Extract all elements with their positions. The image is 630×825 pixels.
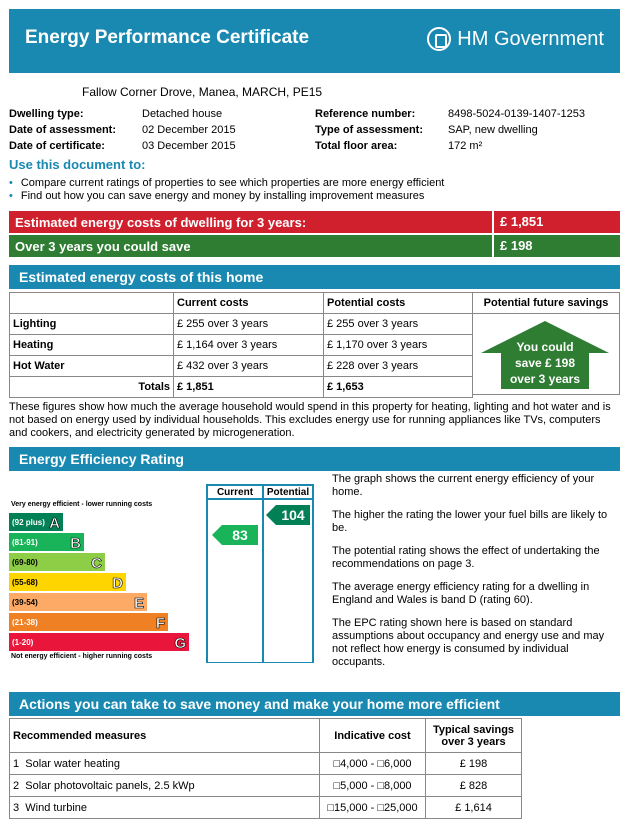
potential-total: £ 1,653	[324, 377, 473, 398]
detail-value: 03 December 2015	[142, 140, 236, 152]
indicative-cost: □4,000 - □6,000	[320, 753, 426, 775]
brand	[427, 27, 604, 51]
details-left	[9, 108, 236, 156]
potential-rating-value: 104	[281, 507, 305, 523]
savings-summary-label: Over 3 years you could save	[15, 239, 191, 254]
cost-summary-bar	[9, 211, 620, 233]
savings-summary-bar	[9, 235, 620, 257]
measure-number: 3	[13, 801, 20, 814]
band-letter: B	[70, 535, 81, 552]
band-letter: G	[174, 635, 186, 652]
table-header: Recommended measures	[10, 719, 320, 753]
measure-cell	[10, 753, 320, 775]
band-letter: A	[49, 515, 60, 532]
detail-label: Dwelling type:	[9, 108, 84, 120]
table-row	[10, 335, 473, 356]
typical-saving: £ 828	[426, 775, 522, 797]
table-header: Potential costs	[324, 293, 473, 314]
typical-saving: £ 1,614	[426, 797, 522, 819]
section-title-eer: Energy Efficiency Rating	[9, 447, 620, 471]
measure-cell	[10, 775, 320, 797]
row-label: Lighting	[10, 314, 174, 335]
section-title-costs: Estimated energy costs of this home	[9, 265, 620, 289]
table-header-row	[10, 719, 522, 753]
use-doc-title: Use this document to:	[9, 157, 146, 172]
measure-name: Wind turbine	[25, 801, 88, 814]
band-range: (81-91)	[12, 538, 38, 547]
detail-value: 8498-5024-0139-1407-1253	[448, 108, 586, 120]
typical-saving: £ 198	[426, 753, 522, 775]
potential-cost: £ 1,170 over 3 years	[324, 335, 473, 356]
detail-label: Date of assessment:	[9, 124, 116, 136]
band-letter: D	[112, 575, 123, 592]
potential-cost: £ 228 over 3 years	[324, 356, 473, 377]
table-header-row	[10, 293, 473, 314]
detail-label: Type of assessment:	[315, 124, 424, 136]
band-letter: E	[133, 595, 144, 612]
band-range: (39-54)	[12, 598, 38, 607]
description-paragraph: The higher the rating the lower your fuel bills are likely to be.	[332, 509, 608, 534]
property-address: Fallow Corner Drove, Manea, MARCH, PE15	[82, 85, 323, 99]
current-cost: £ 1,164 over 3 years	[174, 335, 324, 356]
future-savings-header: Potential future savings	[473, 293, 619, 314]
future-line-2: save £ 198	[514, 356, 576, 370]
detail-label: Date of certificate:	[9, 140, 105, 152]
table-header: Typical savings over 3 years	[426, 719, 522, 753]
band-range: (92 plus)	[12, 518, 45, 527]
description-paragraph: The potential rating shows the effect of undertaking the recommendations on page 3.	[332, 545, 600, 570]
cost-summary-label: Estimated energy costs of dwelling for 3 years:	[15, 215, 307, 230]
band-range: (69-80)	[12, 558, 38, 567]
description-paragraph: The average energy efficiency rating for a dwelling in England and Wales is band D (rating 60).	[332, 581, 590, 606]
table-header: Indicative cost	[320, 719, 426, 753]
current-cost: £ 255 over 3 years	[174, 314, 324, 335]
future-line-1: You could	[516, 340, 574, 354]
band-range: (21-38)	[12, 618, 38, 627]
table-row	[10, 797, 522, 819]
band-range: (55-68)	[12, 578, 38, 587]
list-item: • Compare current ratings of properties to see which properties are more energy efficient	[9, 177, 445, 189]
potential-column-label: Potential	[266, 487, 310, 498]
detail-label: Total floor area:	[315, 140, 398, 152]
current-cost: £ 432 over 3 years	[174, 356, 324, 377]
measure-number: 1	[13, 757, 20, 770]
band-g	[9, 633, 189, 651]
list-item: • Find out how you can save energy and money by installing improvement measures	[9, 190, 425, 202]
costs-table	[9, 292, 473, 398]
savings-arrow-icon	[479, 319, 611, 391]
row-label: Heating	[10, 335, 174, 356]
cost-summary-value: £ 1,851	[492, 211, 543, 233]
list-item-text: Compare current ratings of properties to see which properties are more energy efficient	[20, 177, 445, 189]
costs-paragraph: These figures show how much the average household would spend in this property for heating, lighting and hot water and is not based on energy used by individual households. This excludes energy use for running appliances like TVs, computers and cookers, and electricity generated by microgeneration.	[9, 401, 611, 439]
list-item-text: Find out how you can save energy and money by installing improvement measures	[20, 190, 425, 202]
current-column-label: Current	[216, 487, 254, 498]
current-total: £ 1,851	[174, 377, 324, 398]
future-savings-box	[472, 292, 620, 395]
header-banner	[9, 9, 620, 73]
description-paragraph: The EPC rating shown here is based on standard assumptions about occupancy and energy use and may not reflect how energy is consumed by individual occupants.	[332, 617, 605, 668]
savings-summary-value: £ 198	[492, 235, 533, 257]
measure-name: Solar photovoltaic panels, 2.5 kWp	[25, 779, 195, 792]
table-row	[10, 753, 522, 775]
indicative-cost: □5,000 - □8,000	[320, 775, 426, 797]
future-line-3: over 3 years	[509, 372, 581, 386]
totals-label: Totals	[10, 377, 174, 398]
current-rating-value: 83	[232, 527, 248, 543]
page-title: Energy Performance Certificate	[25, 27, 310, 48]
description-paragraph: The graph shows the current energy efficiency of your home.	[332, 473, 595, 498]
table-row	[10, 356, 473, 377]
measure-name: Solar water heating	[25, 757, 121, 770]
efficiency-rating-chart	[9, 473, 329, 663]
totals-row	[10, 377, 473, 398]
indicative-cost: □15,000 - □25,000	[320, 797, 426, 819]
detail-value: 02 December 2015	[142, 124, 236, 136]
brand-name: HM Government	[457, 27, 604, 50]
detail-label: Reference number:	[315, 108, 416, 120]
table-header: Current costs	[174, 293, 324, 314]
measure-number: 2	[13, 779, 20, 792]
detail-value: Detached house	[142, 108, 223, 120]
measure-cell	[10, 797, 320, 819]
top-note: Very energy efficient - lower running costs	[11, 501, 153, 508]
details-right	[315, 108, 585, 156]
detail-value: SAP, new dwelling	[448, 124, 538, 136]
crest-icon	[427, 27, 451, 51]
table-header	[10, 293, 174, 314]
actions-table	[9, 718, 522, 819]
detail-value: 172 m²	[448, 140, 483, 152]
efficiency-description	[332, 473, 622, 679]
row-label: Hot Water	[10, 356, 174, 377]
table-row	[10, 775, 522, 797]
band-range: (1-20)	[12, 638, 34, 647]
bottom-note: Not energy efficient - higher running costs	[11, 653, 153, 660]
section-title-actions: Actions you can take to save money and make your home more efficient	[9, 692, 620, 716]
band-letter: C	[91, 555, 102, 572]
potential-cost: £ 255 over 3 years	[324, 314, 473, 335]
table-row	[10, 314, 473, 335]
use-doc-list	[9, 177, 444, 203]
band-letter: F	[155, 615, 165, 632]
